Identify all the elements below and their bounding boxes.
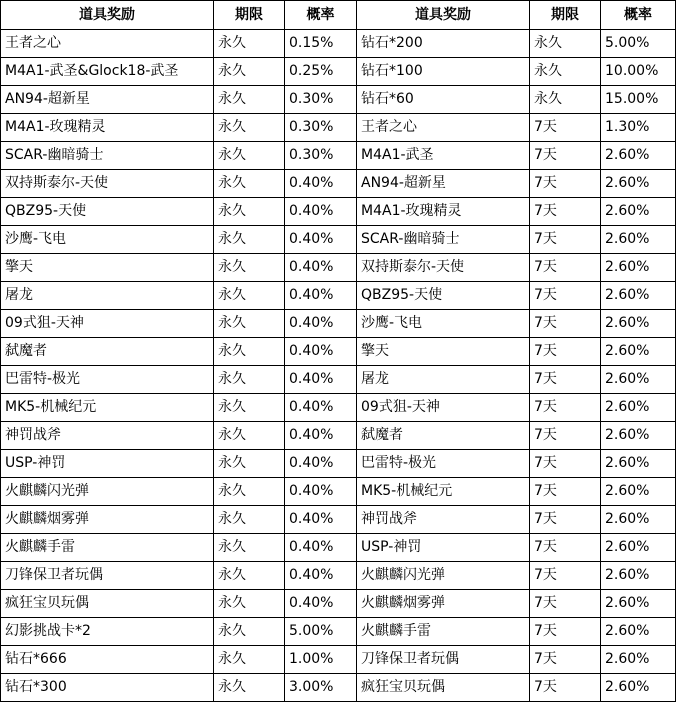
header-probability: 概率 [601, 1, 676, 30]
item-name-cell: 09式狙-天神 [1, 310, 214, 338]
item-name-cell: 火麒麟烟雾弹 [1, 506, 214, 534]
table-header-row [1, 1, 676, 30]
duration-cell: 7天 [530, 198, 601, 226]
item-name-cell: M4A1-武圣 [357, 142, 530, 170]
header-item-reward: 道具奖励 [1, 1, 214, 30]
header-item-reward: 道具奖励 [357, 1, 530, 30]
duration-cell: 7天 [530, 114, 601, 142]
table-row [1, 338, 676, 366]
duration-cell: 7天 [530, 310, 601, 338]
table-row [1, 58, 676, 86]
table-row [1, 142, 676, 170]
duration-cell: 7天 [530, 506, 601, 534]
table-row [1, 422, 676, 450]
item-name-cell: SCAR-幽暗骑士 [357, 226, 530, 254]
probability-cell: 0.40% [285, 478, 357, 506]
probability-cell: 0.40% [285, 590, 357, 618]
probability-cell: 2.60% [601, 450, 676, 478]
probability-cell: 0.40% [285, 562, 357, 590]
table-row [1, 674, 676, 702]
probability-cell: 1.00% [285, 646, 357, 674]
duration-cell: 永久 [214, 30, 285, 58]
duration-cell: 永久 [214, 450, 285, 478]
duration-cell: 永久 [214, 478, 285, 506]
duration-cell: 7天 [530, 422, 601, 450]
item-name-cell: 擎天 [357, 338, 530, 366]
duration-cell: 永久 [530, 86, 601, 114]
duration-cell: 7天 [530, 646, 601, 674]
item-name-cell: QBZ95-天使 [1, 198, 214, 226]
duration-cell: 7天 [530, 534, 601, 562]
item-name-cell: 钻石*300 [1, 674, 214, 702]
duration-cell: 永久 [214, 226, 285, 254]
probability-cell: 15.00% [601, 86, 676, 114]
duration-cell: 永久 [214, 506, 285, 534]
duration-cell: 永久 [214, 338, 285, 366]
table-row [1, 114, 676, 142]
item-name-cell: 疯狂宝贝玩偶 [357, 674, 530, 702]
duration-cell: 永久 [214, 58, 285, 86]
duration-cell: 永久 [214, 590, 285, 618]
table-row [1, 30, 676, 58]
probability-cell: 0.40% [285, 310, 357, 338]
duration-cell: 7天 [530, 338, 601, 366]
item-name-cell: MK5-机械纪元 [357, 478, 530, 506]
item-name-cell: M4A1-玫瑰精灵 [357, 198, 530, 226]
probability-cell: 2.60% [601, 366, 676, 394]
item-name-cell: 火麒麟闪光弹 [357, 562, 530, 590]
probability-cell: 2.60% [601, 618, 676, 646]
probability-cell: 0.40% [285, 366, 357, 394]
probability-cell: 10.00% [601, 58, 676, 86]
probability-cell: 2.60% [601, 534, 676, 562]
duration-cell: 永久 [214, 674, 285, 702]
probability-cell: 0.25% [285, 58, 357, 86]
duration-cell: 7天 [530, 394, 601, 422]
probability-cell: 2.60% [601, 338, 676, 366]
duration-cell: 永久 [214, 310, 285, 338]
duration-cell: 永久 [214, 422, 285, 450]
duration-cell: 永久 [214, 142, 285, 170]
item-name-cell: 屠龙 [1, 282, 214, 310]
item-name-cell: 双持斯泰尔-天使 [1, 170, 214, 198]
duration-cell: 7天 [530, 674, 601, 702]
item-name-cell: 屠龙 [357, 366, 530, 394]
duration-cell: 7天 [530, 226, 601, 254]
probability-cell: 0.30% [285, 114, 357, 142]
item-name-cell: 巴雷特-极光 [1, 366, 214, 394]
item-name-cell: USP-神罚 [357, 534, 530, 562]
duration-cell: 永久 [214, 282, 285, 310]
item-name-cell: 王者之心 [1, 30, 214, 58]
item-name-cell: 神罚战斧 [357, 506, 530, 534]
probability-cell: 0.30% [285, 86, 357, 114]
duration-cell: 永久 [214, 114, 285, 142]
probability-cell: 2.60% [601, 170, 676, 198]
item-name-cell: 钻石*60 [357, 86, 530, 114]
duration-cell: 永久 [530, 30, 601, 58]
header-duration: 期限 [530, 1, 601, 30]
probability-cell: 2.60% [601, 506, 676, 534]
duration-cell: 永久 [530, 58, 601, 86]
item-name-cell: 王者之心 [357, 114, 530, 142]
probability-cell: 2.60% [601, 254, 676, 282]
table-row [1, 254, 676, 282]
probability-cell: 0.40% [285, 534, 357, 562]
duration-cell: 7天 [530, 170, 601, 198]
duration-cell: 7天 [530, 254, 601, 282]
probability-cell: 2.60% [601, 674, 676, 702]
item-name-cell: 钻石*200 [357, 30, 530, 58]
table-row [1, 590, 676, 618]
probability-cell: 2.60% [601, 310, 676, 338]
duration-cell: 7天 [530, 478, 601, 506]
item-name-cell: 火麒麟闪光弹 [1, 478, 214, 506]
item-name-cell: QBZ95-天使 [357, 282, 530, 310]
item-name-cell: 巴雷特-极光 [357, 450, 530, 478]
item-name-cell: 钻石*100 [357, 58, 530, 86]
table-body [1, 30, 676, 702]
item-name-cell: 刀锋保卫者玩偶 [1, 562, 214, 590]
duration-cell: 7天 [530, 590, 601, 618]
item-name-cell: 刀锋保卫者玩偶 [357, 646, 530, 674]
probability-cell: 2.60% [601, 422, 676, 450]
probability-cell: 0.40% [285, 282, 357, 310]
item-name-cell: 疯狂宝贝玩偶 [1, 590, 214, 618]
table-row [1, 86, 676, 114]
duration-cell: 永久 [214, 562, 285, 590]
duration-cell: 永久 [214, 534, 285, 562]
probability-cell: 0.15% [285, 30, 357, 58]
probability-cell: 2.60% [601, 226, 676, 254]
duration-cell: 7天 [530, 562, 601, 590]
duration-cell: 永久 [214, 618, 285, 646]
probability-cell: 0.40% [285, 394, 357, 422]
probability-cell: 0.30% [285, 142, 357, 170]
probability-cell: 0.40% [285, 422, 357, 450]
duration-cell: 7天 [530, 366, 601, 394]
table-row [1, 478, 676, 506]
probability-cell: 0.40% [285, 226, 357, 254]
probability-cell: 3.00% [285, 674, 357, 702]
probability-cell: 2.60% [601, 562, 676, 590]
duration-cell: 永久 [214, 366, 285, 394]
item-name-cell: MK5-机械纪元 [1, 394, 214, 422]
table-row [1, 226, 676, 254]
item-name-cell: USP-神罚 [1, 450, 214, 478]
duration-cell: 永久 [214, 86, 285, 114]
item-name-cell: 弑魔者 [1, 338, 214, 366]
item-name-cell: SCAR-幽暗骑士 [1, 142, 214, 170]
item-name-cell: 09式狙-天神 [357, 394, 530, 422]
item-name-cell: M4A1-玫瑰精灵 [1, 114, 214, 142]
duration-cell: 永久 [214, 198, 285, 226]
probability-cell: 2.60% [601, 590, 676, 618]
table-row [1, 310, 676, 338]
table-row [1, 282, 676, 310]
item-name-cell: 火麒麟手雷 [1, 534, 214, 562]
probability-cell: 1.30% [601, 114, 676, 142]
probability-cell: 0.40% [285, 338, 357, 366]
item-name-cell: 弑魔者 [357, 422, 530, 450]
item-name-cell: 钻石*666 [1, 646, 214, 674]
table-row [1, 562, 676, 590]
item-name-cell: 火麒麟烟雾弹 [357, 590, 530, 618]
probability-cell: 2.60% [601, 282, 676, 310]
duration-cell: 7天 [530, 282, 601, 310]
table-row [1, 646, 676, 674]
probability-cell: 2.60% [601, 142, 676, 170]
item-name-cell: 火麒麟手雷 [357, 618, 530, 646]
probability-cell: 0.40% [285, 198, 357, 226]
header-probability: 概率 [285, 1, 357, 30]
probability-cell: 5.00% [601, 30, 676, 58]
item-name-cell: 擎天 [1, 254, 214, 282]
probability-cell: 0.40% [285, 170, 357, 198]
duration-cell: 7天 [530, 618, 601, 646]
item-name-cell: AN94-超新星 [1, 86, 214, 114]
probability-cell: 2.60% [601, 478, 676, 506]
duration-cell: 7天 [530, 450, 601, 478]
probability-cell: 5.00% [285, 618, 357, 646]
duration-cell: 7天 [530, 142, 601, 170]
duration-cell: 永久 [214, 394, 285, 422]
table-row [1, 366, 676, 394]
table-row [1, 618, 676, 646]
item-name-cell: 双持斯泰尔-天使 [357, 254, 530, 282]
duration-cell: 永久 [214, 254, 285, 282]
item-name-cell: 沙鹰-飞电 [357, 310, 530, 338]
table-row [1, 198, 676, 226]
duration-cell: 永久 [214, 170, 285, 198]
table-row [1, 534, 676, 562]
header-duration: 期限 [214, 1, 285, 30]
probability-cell: 0.40% [285, 506, 357, 534]
probability-cell: 2.60% [601, 394, 676, 422]
probability-cell: 2.60% [601, 198, 676, 226]
table-row [1, 506, 676, 534]
table-row [1, 394, 676, 422]
item-name-cell: 幻影挑战卡*2 [1, 618, 214, 646]
duration-cell: 永久 [214, 646, 285, 674]
table-row [1, 450, 676, 478]
probability-cell: 0.40% [285, 450, 357, 478]
probability-cell: 0.40% [285, 254, 357, 282]
item-name-cell: M4A1-武圣&Glock18-武圣 [1, 58, 214, 86]
probability-cell: 2.60% [601, 646, 676, 674]
item-name-cell: 沙鹰-飞电 [1, 226, 214, 254]
table-row [1, 170, 676, 198]
item-name-cell: 神罚战斧 [1, 422, 214, 450]
item-name-cell: AN94-超新星 [357, 170, 530, 198]
